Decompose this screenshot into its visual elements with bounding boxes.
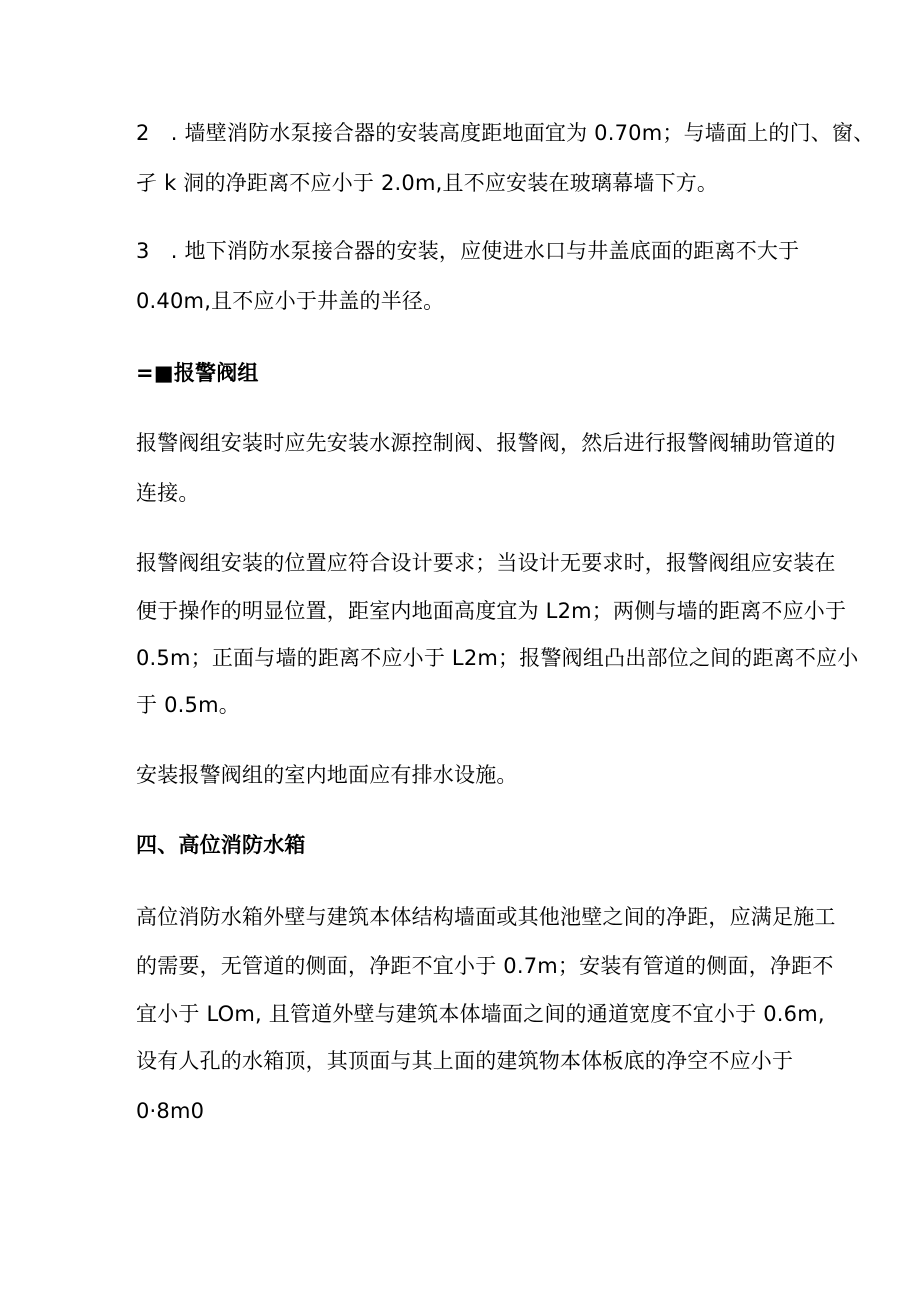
section-heading-high-water-tank: 四、高位消防水箱 [136, 833, 306, 857]
section-heading-alarm-valve-group: =■报警阀组 [136, 361, 259, 385]
paragraph-water-tank-5: 0·8m0 [136, 1099, 205, 1123]
paragraph-alarm-valve-install-order-1: 报警阀组安装时应先安装水源控制阀、报警阀，然后进行报警阀辅助管道的 [136, 431, 836, 455]
paragraph-alarm-valve-position-1: 报警阀组安装的位置应符合设计要求；当设计无要求时，报警阀组应安装在 [136, 551, 836, 575]
text-line-3-underground-connector-1: 3 . 地下消防水泵接合器的安装，应使进水口与井盖底面的距离不大于 [136, 239, 800, 263]
text-line-3-underground-connector-2: 0.40m,且不应小于井盖的半径。 [136, 289, 445, 313]
paragraph-water-tank-3: 宜小于 LOm, 且管道外壁与建筑本体墙面之间的通道宽度不宜小于 0.6m, [136, 1002, 825, 1026]
paragraph-alarm-valve-position-2: 便于操作的明显位置，距室内地面高度宜为 L2m；两侧与墙的距离不应小于 [136, 599, 847, 623]
paragraph-alarm-valve-position-3: 0.5m；正面与墙的距离不应小于 L2m；报警阀组凸出部位之间的距离不应小 [136, 646, 859, 670]
paragraph-drainage: 安装报警阀组的室内地面应有排水设施。 [136, 763, 518, 787]
paragraph-water-tank-4: 设有人孔的水箱顶，其顶面与其上面的建筑物本体板底的净空不应小于 [136, 1049, 794, 1073]
text-line-2-wall-connector-2: 孑 k 洞的净距离不应小于 2.0m,且不应安装在玻璃幕墙下方。 [136, 171, 719, 195]
paragraph-water-tank-1: 高位消防水箱外壁与建筑本体结构墙面或其他池壁之间的净距，应满足施工 [136, 905, 836, 929]
paragraph-alarm-valve-position-4: 于 0.5m。 [136, 693, 240, 717]
paragraph-alarm-valve-install-order-2: 连接。 [136, 481, 200, 505]
paragraph-water-tank-2: 的需要，无管道的侧面，净距不宜小于 0.7m；安装有管道的侧面，净距不 [136, 954, 834, 978]
text-line-2-wall-connector-1: 2 . 墙壁消防水泵接合器的安装高度距地面宜为 0.70m；与墙面上的门、窗、 [136, 121, 875, 145]
